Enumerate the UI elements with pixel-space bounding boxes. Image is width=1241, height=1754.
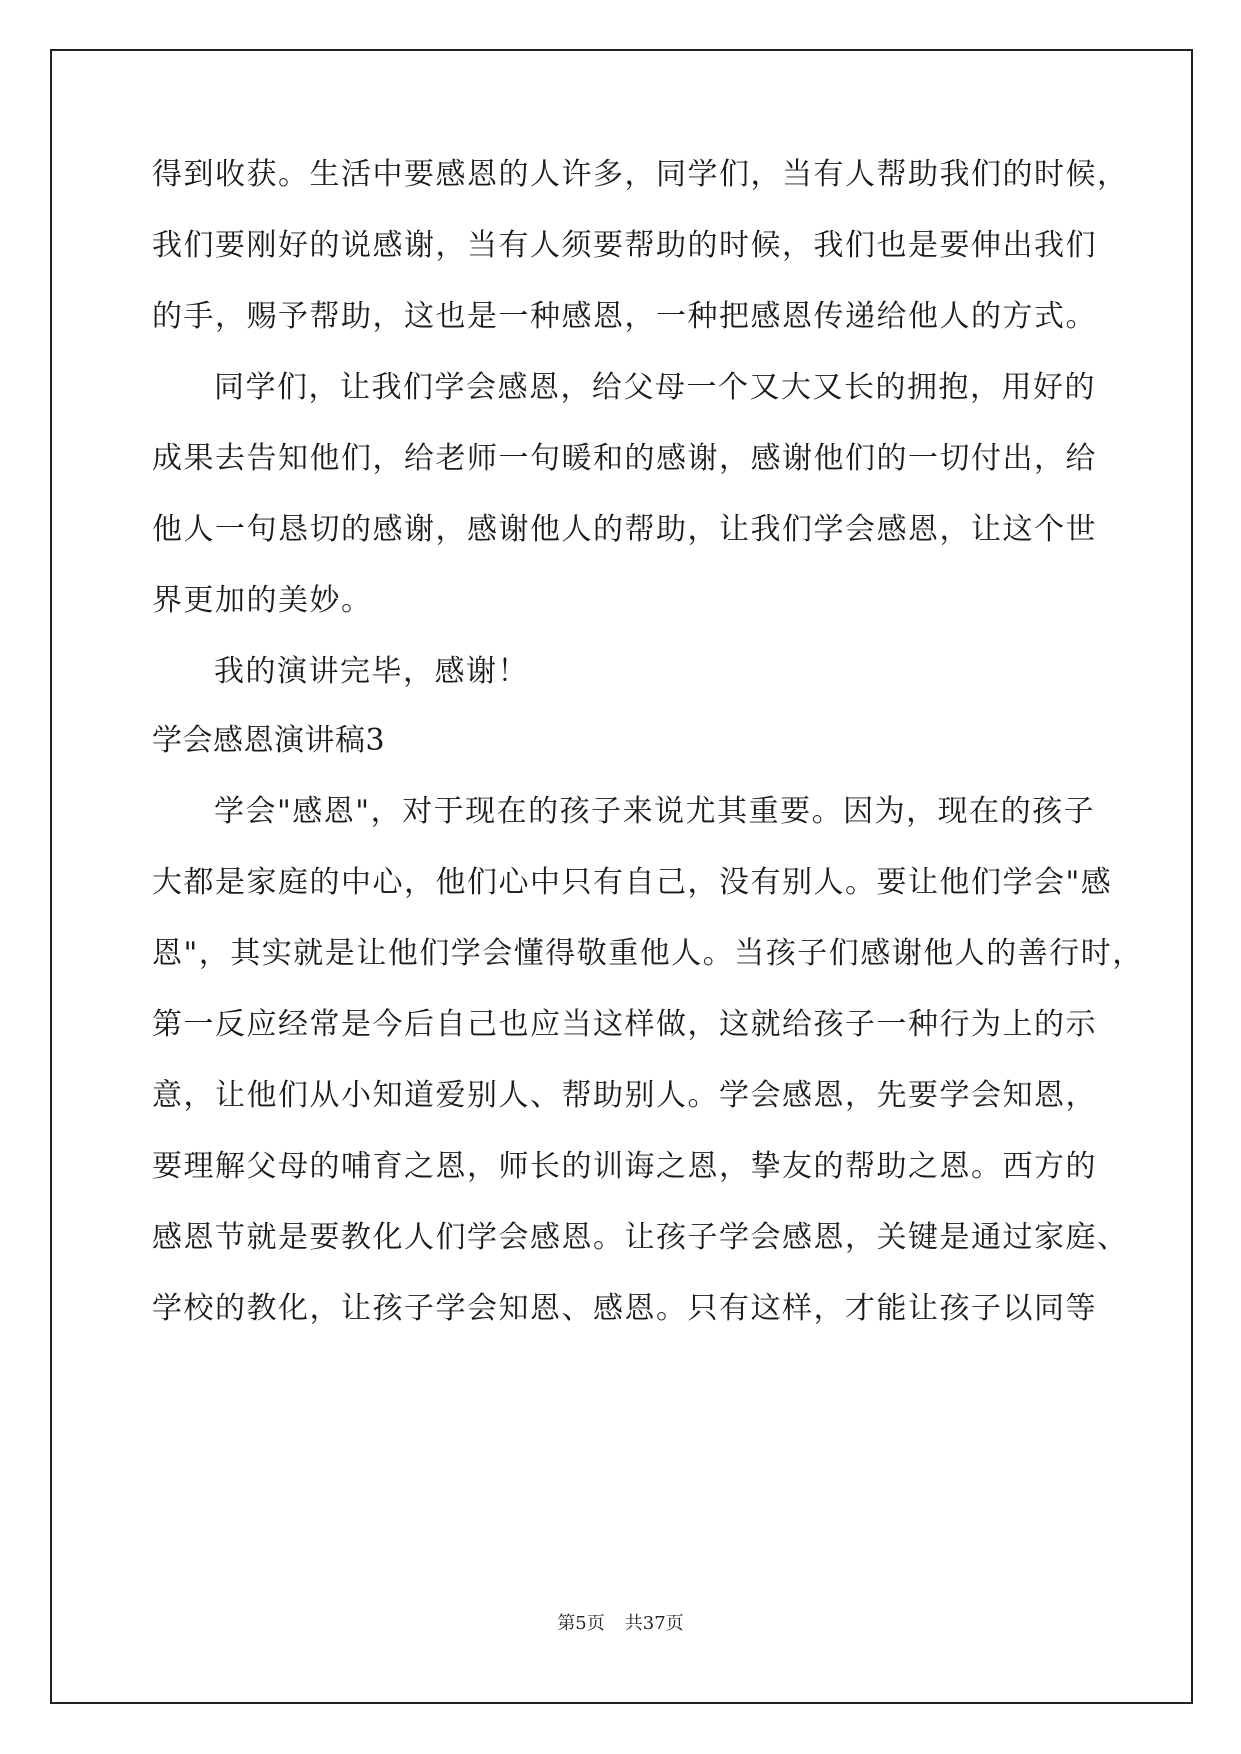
text-line: 学会"感恩"，对于现在的孩子来说尤其重要。因为，现在的孩子 (214, 794, 1096, 829)
text-line: 感恩节就是要教化人们学会感恩。让孩子学会感恩，关键是通过家庭、 (152, 1220, 1129, 1255)
section-heading: 学会感恩演讲稿3 (152, 723, 386, 758)
page-footer (0, 1612, 1241, 1636)
text-line: 大都是家庭的中心，他们心中只有自己，没有别人。要让他们学会"感 (152, 865, 1113, 900)
text-line: 界更加的美妙。 (152, 583, 373, 618)
text-line: 同学们，让我们学会感恩，给父母一个又大又长的拥抱，用好的 (214, 370, 1096, 405)
text-line: 成果去告知他们，给老师一句暖和的感谢，感谢他们的一切付出，给 (152, 441, 1097, 476)
page-number: 第5页 (557, 1613, 605, 1634)
text-line: 他人一句恳切的感谢，感谢他人的帮助，让我们学会感恩，让这个世 (152, 512, 1097, 547)
text-line: 得到收获。生活中要感恩的人许多，同学们，当有人帮助我们的时候， (152, 157, 1129, 192)
text-line: 要理解父母的哺育之恩，师长的训诲之恩，挚友的帮助之恩。西方的 (152, 1149, 1097, 1184)
text-line: 我的演讲完毕，感谢！ (214, 654, 529, 689)
text-line: 第一反应经常是今后自己也应当这样做，这就给孩子一种行为上的示 (152, 1007, 1097, 1042)
text-line: 意，让他们从小知道爱别人、帮助别人。学会感恩，先要学会知恩， (152, 1078, 1097, 1113)
text-line: 我们要刚好的说感谢，当有人须要帮助的时候，我们也是要伸出我们 (152, 228, 1097, 263)
text-line: 学校的教化，让孩子学会知恩、感恩。只有这样，才能让孩子以同等 (152, 1291, 1097, 1326)
page-total: 共37页 (624, 1613, 684, 1634)
text-line: 恩"，其实就是让他们学会懂得敬重他人。当孩子们感谢他人的善行时， (152, 936, 1144, 971)
text-line: 的手，赐予帮助，这也是一种感恩，一种把感恩传递给他人的方式。 (152, 299, 1097, 334)
